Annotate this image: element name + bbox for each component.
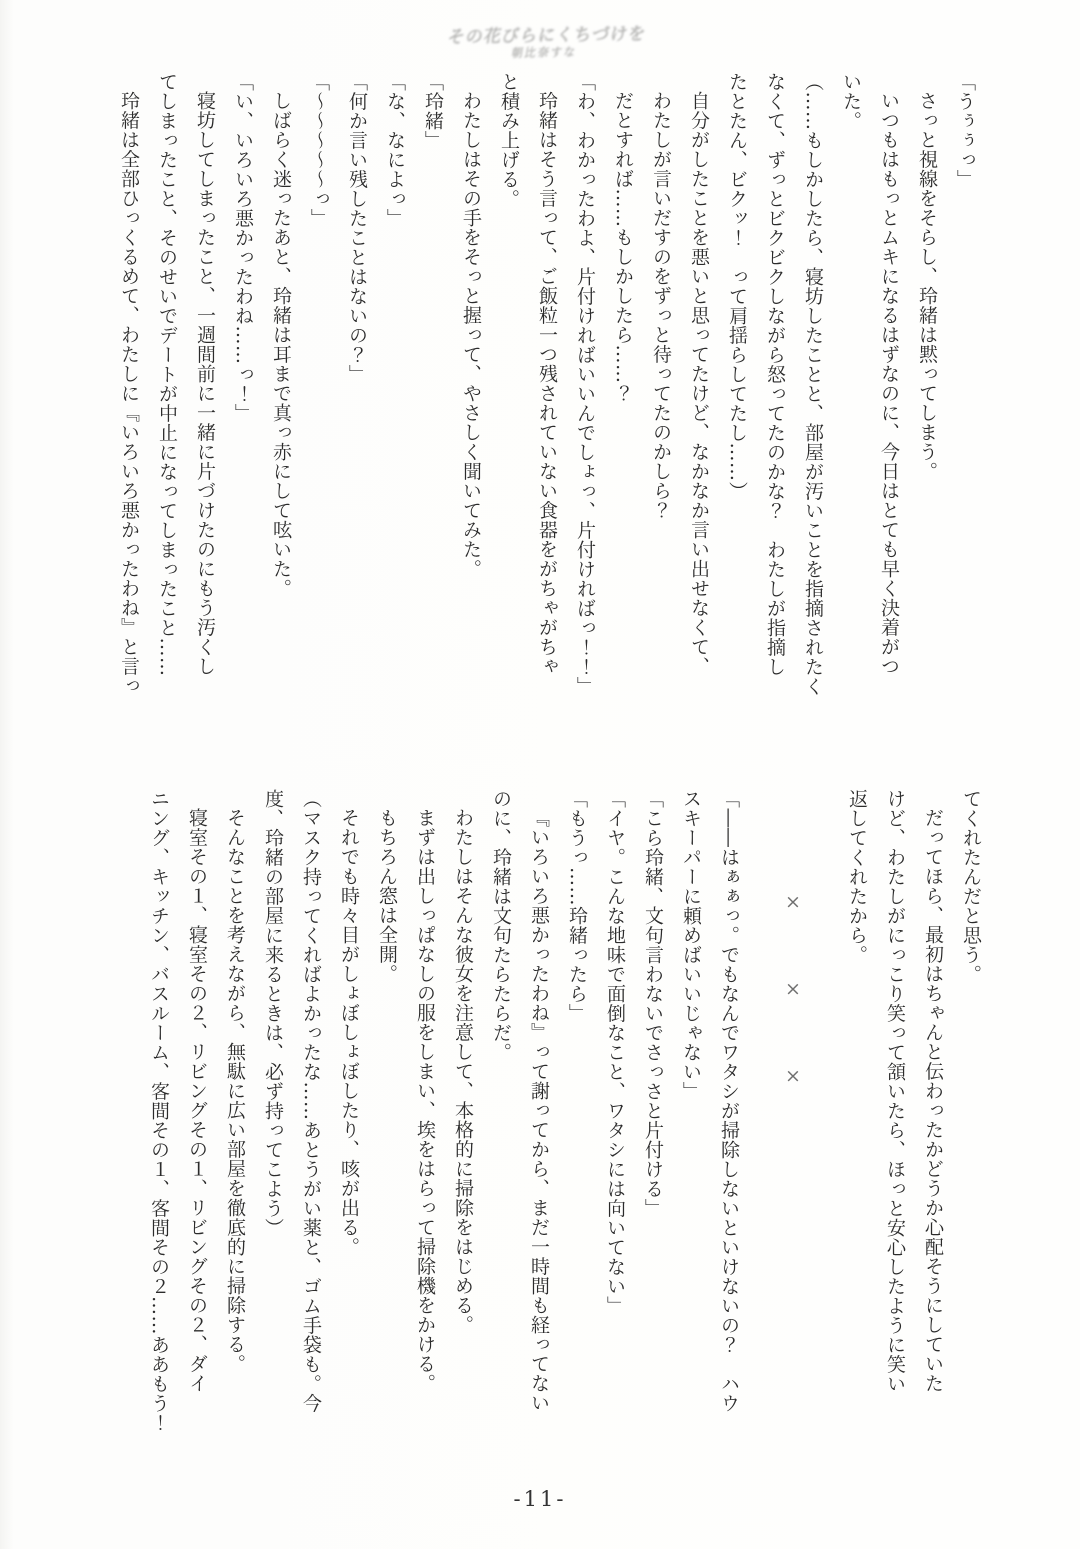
text-column: 「い、いろいろ悪かったわね……っ！」: [232, 72, 254, 423]
bottom-text-block: [140, 789, 990, 1501]
text-column: だってほら、最初はちゃんと伝わったかどうか心配そうにしていた: [922, 808, 944, 1393]
text-column: しばらく迷ったあと、玲緒は耳まで真っ赤にして呟いた。: [270, 91, 292, 598]
text-column: 『いろいろ悪かったわね』って謝ってから、まだ一時間も経ってない: [528, 808, 550, 1413]
text-column: 「わ、わかったわよ、片付ければいいんでしょっ、片付ければっ！！」: [574, 72, 596, 696]
text-column: 「――はぁぁっ。でもなんでワタシが掃除しないといけないの？ ハウ: [718, 789, 740, 1413]
text-column: （マスク持ってくればよかったな……あとうがい薬と、ゴム手袋も。今: [300, 789, 322, 1413]
text-column: なくて、ずっとビクビクしながら怒ってたのかな？ わたしが指摘し: [764, 72, 786, 677]
text-column: まずは出しっぱなしの服をしまい、埃をはらって掃除機をかける。: [414, 808, 436, 1393]
text-column: そんなことを考えながら、無駄に広い部屋を徹底的に掃除する。: [224, 808, 246, 1374]
text-column: 「な、なによっ」: [384, 72, 406, 228]
text-column: 「イヤ。こんな地味で面倒なこと、ワタシには向いてない」: [604, 789, 626, 1316]
text-column: 自分がしたことを悪いと思ってたけど、なかなか言い出せなくて、: [688, 91, 710, 676]
text-column: わたしはその手をそっと握って、やさしく聞いてみた。: [460, 91, 482, 579]
text-column: 度、玲緒の部屋に来るときは、必ず持ってこよう）: [262, 789, 284, 1238]
text-column: のに、玲緒は文句たらたらだ。: [490, 789, 512, 1062]
text-column: てくれたんだと思う。: [960, 789, 982, 984]
text-column: 玲緒は全部ひっくるめて、わたしに『いろいろ悪かったわね』と言っ: [118, 91, 140, 696]
text-column: 寝坊してしまったこと、一週間前に一緒に片づけたのにもう汚くし: [194, 91, 216, 676]
text-column: いつもはもっとムキになるはずなのに、今日はとても早く決着がつ: [878, 91, 900, 676]
page-number: -11-: [513, 1487, 567, 1511]
text-column: と積み上げる。: [498, 72, 520, 209]
text-column: てしまったこと、そのせいでデートが中止になってしまったこと……: [156, 72, 178, 677]
title-logo-line1: その花びらにくちづけを: [446, 24, 648, 48]
text-column: 返してくれたから。: [846, 789, 868, 965]
text-column: （……もしかしたら、寝坊したことと、部屋が汚いことを指摘されたく: [802, 72, 824, 696]
title-logo-line2: 朝比奈すな: [510, 45, 578, 60]
text-column: もちろん窓は全開。: [376, 808, 398, 984]
scene-break-separator: × × ×: [782, 891, 804, 1096]
text-column: 玲緒はそう言って、ご飯粒一つ残されていない食器をがちゃがちゃ: [536, 91, 558, 676]
text-column: 寝室その１、寝室その２、リビングその１、リビングその２、ダイ: [186, 808, 208, 1393]
text-column: いた。: [840, 72, 862, 131]
text-column: だとすれば……もしかしたら……？: [612, 91, 634, 403]
top-text-block: [110, 72, 984, 778]
text-column: 「こら玲緒、文句言わないでさっさと片付ける」: [642, 789, 664, 1218]
text-column: けど、わたしがにっこり笑って頷いたら、ほっと安心したように笑い: [884, 789, 906, 1394]
text-column: わたしはそんな彼女を注意して、本格的に掃除をはじめる。: [452, 808, 474, 1335]
text-column: わたしが言いだすのをずっと待ってたのかしら？: [650, 91, 672, 520]
text-column: ニング、キッチン、バスルーム、客間その１、客間その２……ああもう！: [148, 789, 170, 1433]
text-column: たとたん、ビクッ！ って肩揺らしてたし……）: [726, 72, 748, 501]
text-column: 「もうっ……玲緒ったら」: [566, 789, 588, 1023]
text-column: 「うぅぅっ」: [954, 72, 976, 189]
text-column: それでも時々目がしょぼしょぼしたり、咳が出る。: [338, 808, 360, 1257]
text-column: さっと視線をそらし、玲緒は黙ってしまう。: [916, 91, 938, 481]
text-column: 「〜〜〜〜〜っ」: [308, 72, 330, 228]
text-column: 「何か言い残したことはないの？」: [346, 72, 368, 384]
text-column: スキーパーに頼めばいいじゃない」: [680, 789, 702, 1101]
text-column: 「玲緒」: [422, 72, 444, 150]
page-title-logo: [444, 24, 648, 60]
